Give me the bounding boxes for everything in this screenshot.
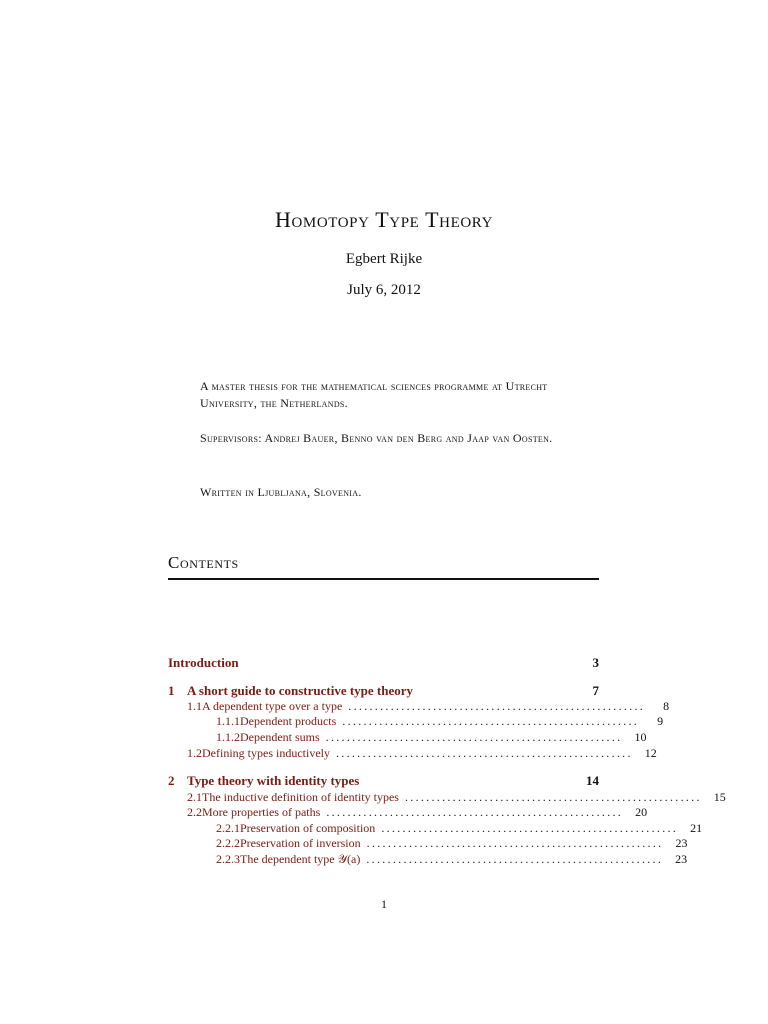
toc-entry-page: 14 [586, 773, 599, 788]
toc-entry-introduction[interactable] [168, 655, 599, 671]
toc-entry-number: 2.2 [187, 805, 202, 819]
toc-entry-number: 2.1 [187, 790, 202, 804]
toc-leader: ........................................................ [325, 730, 623, 744]
toc-entry-title: Preservation of inversion [240, 836, 361, 850]
toc-entry-page: 21 [690, 821, 703, 835]
toc-entry-page: 9 [657, 714, 664, 728]
toc-entry-page: 3 [592, 655, 599, 670]
document-title: Homotopy Type Theory [274, 207, 494, 232]
toc-entry-title: More properties of paths [202, 805, 321, 819]
toc-entry-section-2-2[interactable] [168, 805, 648, 821]
toc-entry-number: 1.2 [187, 746, 202, 760]
thesis-note: A master thesis for the mathematical sciences programme at Utrecht University, the Netherlands. [200, 379, 548, 410]
toc-leader: ........................................................ [404, 790, 702, 804]
toc-entry-title: A dependent type over a type [202, 699, 343, 713]
toc-entry-number: 1.1 [187, 699, 202, 713]
page-number: 1 [381, 897, 387, 911]
toc-leader: ........................................................ [335, 746, 633, 760]
contents-heading: Contents [168, 553, 599, 580]
toc-entry-page: 23 [675, 852, 688, 866]
toc-entry-title: Defining types inductively [202, 746, 330, 760]
toc-entry-section-2-1[interactable] [168, 790, 726, 806]
toc-entry-chapter-1[interactable] [168, 683, 599, 699]
toc-leader: ........................................................ [366, 852, 664, 866]
toc-entry-subsection-2-2-3[interactable] [168, 852, 688, 868]
toc-entry-title: A short guide to constructive type theory [187, 683, 414, 698]
toc-entry-page: 10 [634, 730, 647, 744]
toc-entry-title: The dependent type 𝒴(a) [240, 852, 361, 866]
toc-entry-page: 23 [675, 836, 688, 850]
written-location-note: Written in Ljubljana, Slovenia. [200, 485, 362, 499]
toc-entry-title: Introduction [168, 655, 239, 670]
toc-leader: ........................................................ [348, 699, 646, 713]
author-name: Egbert Rijke [345, 251, 423, 267]
toc-entry-title: Preservation of composition [240, 821, 376, 835]
toc-leader: ........................................................ [326, 805, 624, 819]
toc-entry-subsection-1-1-2[interactable] [168, 730, 647, 746]
toc-entry-number: 2.2.3 [216, 852, 240, 866]
toc-entry-title: Dependent sums [240, 730, 320, 744]
supervisors-note: Supervisors: Andrej Bauer, Benno van den Berg and Jaap van Oosten. [200, 431, 553, 445]
toc-entry-number: 2.2.2 [216, 836, 240, 850]
toc-entry-title: Dependent products [240, 714, 337, 728]
toc-entry-subsection-1-1-1[interactable] [168, 714, 664, 730]
toc-leader: ........................................................ [342, 714, 640, 728]
toc-entry-title: Type theory with identity types [187, 773, 360, 788]
toc-entry-title: The inductive definition of identity types [202, 790, 399, 804]
toc-entry-page: 8 [663, 699, 670, 713]
toc-entry-number: 1.1.2 [216, 730, 240, 744]
toc-entry-page: 7 [592, 683, 599, 698]
toc-entry-page: 20 [635, 805, 648, 819]
toc-entry-section-1-1[interactable] [168, 699, 670, 715]
toc-entry-number: 2 [168, 773, 175, 788]
toc-leader: ........................................................ [381, 821, 679, 835]
toc-entry-chapter-2[interactable] [168, 773, 599, 789]
toc-entry-number: 2.2.1 [216, 821, 240, 835]
toc-entry-page: 15 [713, 790, 726, 804]
toc-entry-page: 12 [644, 746, 657, 760]
toc-entry-number: 1.1.1 [216, 714, 240, 728]
toc-entry-subsection-2-2-1[interactable] [168, 821, 703, 837]
toc-entry-section-1-2[interactable] [168, 746, 657, 762]
toc-leader: ........................................................ [366, 836, 664, 850]
toc-entry-subsection-2-2-2[interactable] [168, 836, 688, 852]
toc-entry-number: 1 [168, 683, 175, 698]
document-date: July 6, 2012 [347, 282, 421, 298]
